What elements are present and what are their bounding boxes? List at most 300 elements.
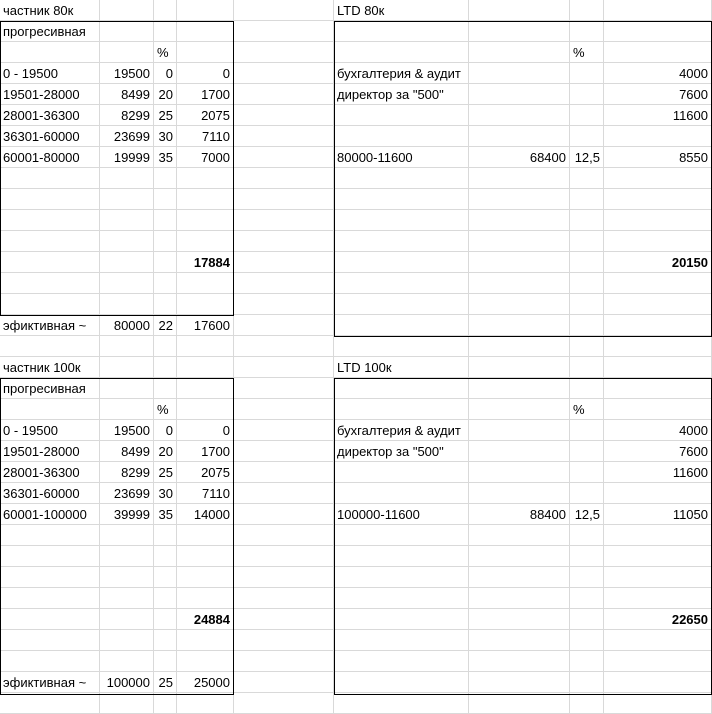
- grid-cell[interactable]: [154, 399, 177, 420]
- grid-cell[interactable]: [234, 42, 334, 63]
- grid-cell[interactable]: [334, 420, 469, 441]
- grid-cell[interactable]: [234, 105, 334, 126]
- grid-cell[interactable]: [469, 147, 570, 168]
- grid-cell[interactable]: [100, 105, 154, 126]
- grid-cell[interactable]: [469, 609, 570, 630]
- grid-cell[interactable]: [0, 21, 100, 42]
- grid-cell[interactable]: [604, 42, 712, 63]
- grid-cell[interactable]: [334, 567, 469, 588]
- grid-cell[interactable]: [154, 609, 177, 630]
- grid-cell[interactable]: [604, 252, 712, 273]
- grid-cell[interactable]: [469, 252, 570, 273]
- grid-cell[interactable]: [570, 273, 604, 294]
- grid-cell[interactable]: [0, 357, 100, 378]
- grid-cell[interactable]: [334, 672, 469, 693]
- grid-cell[interactable]: [604, 126, 712, 147]
- grid-cell[interactable]: [604, 420, 712, 441]
- grid-cell[interactable]: [177, 252, 234, 273]
- grid-cell[interactable]: [177, 357, 234, 378]
- grid-cell[interactable]: [570, 609, 604, 630]
- grid-cell[interactable]: [100, 609, 154, 630]
- grid-cell[interactable]: [469, 168, 570, 189]
- grid-cell[interactable]: [177, 420, 234, 441]
- grid-cell[interactable]: [570, 441, 604, 462]
- grid-cell[interactable]: [154, 525, 177, 546]
- grid-cell[interactable]: [334, 378, 469, 399]
- grid-cell[interactable]: [0, 105, 100, 126]
- grid-cell[interactable]: [469, 483, 570, 504]
- grid-cell[interactable]: [0, 504, 100, 525]
- grid-cell[interactable]: [177, 399, 234, 420]
- grid-cell[interactable]: [234, 210, 334, 231]
- grid-cell[interactable]: [604, 273, 712, 294]
- grid-cell[interactable]: [100, 294, 154, 315]
- grid-cell[interactable]: [469, 273, 570, 294]
- grid-cell[interactable]: [177, 231, 234, 252]
- grid-cell[interactable]: [177, 504, 234, 525]
- grid-cell[interactable]: [469, 231, 570, 252]
- grid-cell[interactable]: [570, 483, 604, 504]
- grid-cell[interactable]: [154, 672, 177, 693]
- grid-cell[interactable]: [0, 189, 100, 210]
- grid-cell[interactable]: [570, 462, 604, 483]
- grid-cell[interactable]: [334, 252, 469, 273]
- grid-cell[interactable]: [234, 168, 334, 189]
- grid-cell[interactable]: [604, 63, 712, 84]
- grid-cell[interactable]: [234, 483, 334, 504]
- grid-cell[interactable]: [334, 105, 469, 126]
- grid-cell[interactable]: [0, 609, 100, 630]
- grid-cell[interactable]: [334, 168, 469, 189]
- grid-cell[interactable]: [100, 147, 154, 168]
- grid-cell[interactable]: [334, 609, 469, 630]
- grid-cell[interactable]: [570, 147, 604, 168]
- grid-cell[interactable]: [100, 567, 154, 588]
- grid-cell[interactable]: [100, 210, 154, 231]
- grid-cell[interactable]: [154, 210, 177, 231]
- grid-cell[interactable]: [100, 273, 154, 294]
- grid-cell[interactable]: [334, 294, 469, 315]
- grid-cell[interactable]: [570, 378, 604, 399]
- grid-cell[interactable]: [154, 504, 177, 525]
- grid-cell[interactable]: [570, 651, 604, 672]
- grid-cell[interactable]: [604, 210, 712, 231]
- grid-cell[interactable]: [469, 399, 570, 420]
- grid-cell[interactable]: [334, 399, 469, 420]
- grid-cell[interactable]: [234, 315, 334, 336]
- grid-cell[interactable]: [604, 357, 712, 378]
- grid-cell[interactable]: [604, 504, 712, 525]
- grid-cell[interactable]: [177, 609, 234, 630]
- grid-cell[interactable]: [570, 126, 604, 147]
- grid-cell[interactable]: [570, 525, 604, 546]
- grid-cell[interactable]: [0, 273, 100, 294]
- grid-cell[interactable]: [469, 42, 570, 63]
- grid-cell[interactable]: [100, 504, 154, 525]
- grid-cell[interactable]: [570, 210, 604, 231]
- grid-cell[interactable]: [334, 210, 469, 231]
- grid-cell[interactable]: [469, 420, 570, 441]
- grid-cell[interactable]: [604, 693, 712, 714]
- grid-cell[interactable]: [100, 378, 154, 399]
- grid-cell[interactable]: [469, 441, 570, 462]
- grid-cell[interactable]: [334, 630, 469, 651]
- grid-cell[interactable]: [469, 126, 570, 147]
- grid-cell[interactable]: [234, 693, 334, 714]
- grid-cell[interactable]: [334, 0, 469, 21]
- grid-cell[interactable]: [154, 168, 177, 189]
- grid-cell[interactable]: [234, 84, 334, 105]
- grid-cell[interactable]: [0, 147, 100, 168]
- grid-cell[interactable]: [570, 189, 604, 210]
- grid-cell[interactable]: [604, 399, 712, 420]
- grid-cell[interactable]: [469, 210, 570, 231]
- grid-cell[interactable]: [177, 693, 234, 714]
- grid-cell[interactable]: [604, 84, 712, 105]
- grid-cell[interactable]: [177, 63, 234, 84]
- grid-cell[interactable]: [334, 462, 469, 483]
- grid-cell[interactable]: [177, 84, 234, 105]
- grid-cell[interactable]: [154, 21, 177, 42]
- grid-cell[interactable]: [100, 630, 154, 651]
- grid-cell[interactable]: [604, 231, 712, 252]
- grid-cell[interactable]: [469, 588, 570, 609]
- grid-cell[interactable]: [234, 441, 334, 462]
- grid-cell[interactable]: [570, 0, 604, 21]
- grid-cell[interactable]: [570, 567, 604, 588]
- grid-cell[interactable]: [100, 126, 154, 147]
- grid-cell[interactable]: [177, 168, 234, 189]
- grid-cell[interactable]: [604, 378, 712, 399]
- grid-cell[interactable]: [0, 693, 100, 714]
- grid-cell[interactable]: [177, 462, 234, 483]
- grid-cell[interactable]: [100, 168, 154, 189]
- grid-cell[interactable]: [0, 525, 100, 546]
- grid-cell[interactable]: [177, 147, 234, 168]
- grid-cell[interactable]: [604, 672, 712, 693]
- grid-cell[interactable]: [100, 231, 154, 252]
- grid-cell[interactable]: [0, 168, 100, 189]
- grid-cell[interactable]: [234, 588, 334, 609]
- grid-cell[interactable]: [604, 588, 712, 609]
- grid-cell[interactable]: [469, 63, 570, 84]
- grid-cell[interactable]: [154, 420, 177, 441]
- grid-cell[interactable]: [177, 294, 234, 315]
- grid-cell[interactable]: [0, 420, 100, 441]
- grid-cell[interactable]: [177, 0, 234, 21]
- grid-cell[interactable]: [177, 189, 234, 210]
- grid-cell[interactable]: [0, 588, 100, 609]
- grid-cell[interactable]: [100, 525, 154, 546]
- grid-cell[interactable]: [469, 462, 570, 483]
- grid-cell[interactable]: [334, 126, 469, 147]
- grid-cell[interactable]: [334, 231, 469, 252]
- grid-cell[interactable]: [469, 294, 570, 315]
- grid-cell[interactable]: [234, 252, 334, 273]
- grid-cell[interactable]: [469, 315, 570, 336]
- grid-cell[interactable]: [177, 546, 234, 567]
- grid-cell[interactable]: [0, 567, 100, 588]
- grid-cell[interactable]: [177, 588, 234, 609]
- grid-cell[interactable]: [570, 546, 604, 567]
- grid-cell[interactable]: [100, 21, 154, 42]
- grid-cell[interactable]: [334, 63, 469, 84]
- grid-cell[interactable]: [154, 294, 177, 315]
- grid-cell[interactable]: [234, 420, 334, 441]
- grid-cell[interactable]: [334, 315, 469, 336]
- grid-cell[interactable]: [154, 567, 177, 588]
- grid-cell[interactable]: [154, 378, 177, 399]
- grid-cell[interactable]: [570, 252, 604, 273]
- grid-cell[interactable]: [334, 273, 469, 294]
- grid-cell[interactable]: [154, 105, 177, 126]
- grid-cell[interactable]: [234, 336, 334, 357]
- grid-cell[interactable]: [234, 63, 334, 84]
- grid-cell[interactable]: [469, 357, 570, 378]
- grid-cell[interactable]: [154, 84, 177, 105]
- grid-cell[interactable]: [177, 378, 234, 399]
- grid-cell[interactable]: [570, 504, 604, 525]
- grid-cell[interactable]: [570, 168, 604, 189]
- grid-cell[interactable]: [154, 126, 177, 147]
- grid-cell[interactable]: [0, 315, 100, 336]
- grid-cell[interactable]: [334, 336, 469, 357]
- grid-cell[interactable]: [234, 126, 334, 147]
- grid-cell[interactable]: [604, 630, 712, 651]
- grid-cell[interactable]: [100, 336, 154, 357]
- grid-cell[interactable]: [154, 357, 177, 378]
- grid-cell[interactable]: [334, 441, 469, 462]
- grid-cell[interactable]: [100, 252, 154, 273]
- grid-cell[interactable]: [604, 315, 712, 336]
- grid-cell[interactable]: [570, 357, 604, 378]
- grid-cell[interactable]: [154, 441, 177, 462]
- grid-cell[interactable]: [0, 126, 100, 147]
- grid-cell[interactable]: [469, 189, 570, 210]
- grid-cell[interactable]: [570, 63, 604, 84]
- grid-cell[interactable]: [100, 546, 154, 567]
- grid-cell[interactable]: [154, 147, 177, 168]
- grid-cell[interactable]: [570, 693, 604, 714]
- grid-cell[interactable]: [234, 189, 334, 210]
- grid-cell[interactable]: [0, 294, 100, 315]
- grid-cell[interactable]: [469, 336, 570, 357]
- grid-cell[interactable]: [334, 189, 469, 210]
- grid-cell[interactable]: [234, 504, 334, 525]
- grid-cell[interactable]: [100, 399, 154, 420]
- grid-cell[interactable]: [0, 483, 100, 504]
- grid-cell[interactable]: [177, 210, 234, 231]
- grid-cell[interactable]: [100, 651, 154, 672]
- grid-cell[interactable]: [334, 21, 469, 42]
- grid-cell[interactable]: [334, 525, 469, 546]
- grid-cell[interactable]: [604, 609, 712, 630]
- grid-cell[interactable]: [234, 21, 334, 42]
- grid-cell[interactable]: [469, 105, 570, 126]
- grid-cell[interactable]: [570, 336, 604, 357]
- grid-cell[interactable]: [570, 84, 604, 105]
- grid-cell[interactable]: [334, 546, 469, 567]
- grid-cell[interactable]: [154, 546, 177, 567]
- grid-cell[interactable]: [604, 525, 712, 546]
- grid-cell[interactable]: [469, 504, 570, 525]
- grid-cell[interactable]: [177, 42, 234, 63]
- grid-cell[interactable]: [0, 651, 100, 672]
- grid-cell[interactable]: [154, 0, 177, 21]
- grid-cell[interactable]: [0, 399, 100, 420]
- grid-cell[interactable]: [177, 315, 234, 336]
- grid-cell[interactable]: [154, 693, 177, 714]
- grid-cell[interactable]: [100, 588, 154, 609]
- grid-cell[interactable]: [234, 273, 334, 294]
- grid-cell[interactable]: [234, 0, 334, 21]
- grid-cell[interactable]: [570, 399, 604, 420]
- grid-cell[interactable]: [234, 399, 334, 420]
- grid-cell[interactable]: [0, 336, 100, 357]
- grid-cell[interactable]: [334, 651, 469, 672]
- grid-cell[interactable]: [100, 441, 154, 462]
- grid-cell[interactable]: [469, 84, 570, 105]
- grid-cell[interactable]: [177, 567, 234, 588]
- grid-cell[interactable]: [570, 231, 604, 252]
- grid-cell[interactable]: [469, 630, 570, 651]
- grid-cell[interactable]: [234, 462, 334, 483]
- grid-cell[interactable]: [604, 336, 712, 357]
- grid-cell[interactable]: [234, 672, 334, 693]
- grid-cell[interactable]: [604, 105, 712, 126]
- grid-cell[interactable]: [0, 231, 100, 252]
- grid-cell[interactable]: [570, 588, 604, 609]
- grid-cell[interactable]: [604, 546, 712, 567]
- grid-cell[interactable]: [604, 0, 712, 21]
- grid-cell[interactable]: [0, 0, 100, 21]
- grid-cell[interactable]: [154, 483, 177, 504]
- grid-cell[interactable]: [570, 672, 604, 693]
- grid-cell[interactable]: [469, 546, 570, 567]
- grid-cell[interactable]: [0, 210, 100, 231]
- grid-cell[interactable]: [469, 0, 570, 21]
- grid-cell[interactable]: [154, 336, 177, 357]
- grid-cell[interactable]: [177, 336, 234, 357]
- grid-cell[interactable]: [234, 378, 334, 399]
- grid-cell[interactable]: [0, 84, 100, 105]
- grid-cell[interactable]: [154, 42, 177, 63]
- grid-cell[interactable]: [100, 42, 154, 63]
- grid-cell[interactable]: [604, 567, 712, 588]
- grid-cell[interactable]: [334, 504, 469, 525]
- grid-cell[interactable]: [570, 21, 604, 42]
- grid-cell[interactable]: [570, 315, 604, 336]
- grid-cell[interactable]: [334, 42, 469, 63]
- grid-cell[interactable]: [604, 189, 712, 210]
- grid-cell[interactable]: [469, 567, 570, 588]
- grid-cell[interactable]: [469, 693, 570, 714]
- grid-cell[interactable]: [469, 651, 570, 672]
- grid-cell[interactable]: [0, 630, 100, 651]
- grid-cell[interactable]: [334, 357, 469, 378]
- grid-cell[interactable]: [469, 378, 570, 399]
- grid-cell[interactable]: [177, 441, 234, 462]
- grid-cell[interactable]: [469, 525, 570, 546]
- grid-cell[interactable]: [0, 63, 100, 84]
- grid-cell[interactable]: [154, 189, 177, 210]
- grid-cell[interactable]: [334, 588, 469, 609]
- grid-cell[interactable]: [604, 462, 712, 483]
- grid-cell[interactable]: [334, 84, 469, 105]
- grid-cell[interactable]: [234, 357, 334, 378]
- grid-cell[interactable]: [177, 525, 234, 546]
- grid-cell[interactable]: [154, 315, 177, 336]
- grid-cell[interactable]: [604, 21, 712, 42]
- grid-cell[interactable]: [234, 294, 334, 315]
- grid-cell[interactable]: [100, 462, 154, 483]
- grid-cell[interactable]: [570, 630, 604, 651]
- grid-cell[interactable]: [234, 651, 334, 672]
- grid-cell[interactable]: [604, 294, 712, 315]
- grid-cell[interactable]: [100, 189, 154, 210]
- grid-cell[interactable]: [177, 651, 234, 672]
- grid-cell[interactable]: [570, 105, 604, 126]
- grid-cell[interactable]: [177, 273, 234, 294]
- grid-cell[interactable]: [0, 42, 100, 63]
- grid-cell[interactable]: [0, 546, 100, 567]
- grid-cell[interactable]: [334, 483, 469, 504]
- grid-cell[interactable]: [100, 420, 154, 441]
- grid-cell[interactable]: [154, 252, 177, 273]
- grid-cell[interactable]: [0, 672, 100, 693]
- grid-cell[interactable]: [154, 273, 177, 294]
- grid-cell[interactable]: [234, 546, 334, 567]
- grid-cell[interactable]: [234, 147, 334, 168]
- grid-cell[interactable]: [100, 357, 154, 378]
- grid-cell[interactable]: [100, 63, 154, 84]
- grid-cell[interactable]: [154, 231, 177, 252]
- grid-cell[interactable]: [154, 630, 177, 651]
- grid-cell[interactable]: [604, 483, 712, 504]
- grid-cell[interactable]: [234, 630, 334, 651]
- grid-cell[interactable]: [177, 483, 234, 504]
- grid-cell[interactable]: [177, 105, 234, 126]
- grid-cell[interactable]: [177, 672, 234, 693]
- grid-cell[interactable]: [154, 462, 177, 483]
- grid-cell[interactable]: [234, 609, 334, 630]
- grid-cell[interactable]: [100, 84, 154, 105]
- grid-cell[interactable]: [604, 147, 712, 168]
- grid-cell[interactable]: [177, 126, 234, 147]
- grid-cell[interactable]: [177, 630, 234, 651]
- grid-cell[interactable]: [154, 63, 177, 84]
- grid-cell[interactable]: [0, 462, 100, 483]
- grid-cell[interactable]: [0, 441, 100, 462]
- grid-cell[interactable]: [334, 147, 469, 168]
- grid-cell[interactable]: [570, 42, 604, 63]
- grid-cell[interactable]: [100, 693, 154, 714]
- grid-cell[interactable]: [469, 21, 570, 42]
- grid-cell[interactable]: [234, 567, 334, 588]
- grid-cell[interactable]: [570, 420, 604, 441]
- grid-cell[interactable]: [234, 525, 334, 546]
- grid-cell[interactable]: [570, 294, 604, 315]
- grid-cell[interactable]: [0, 378, 100, 399]
- grid-cell[interactable]: [154, 651, 177, 672]
- grid-cell[interactable]: [100, 0, 154, 21]
- grid-cell[interactable]: [334, 693, 469, 714]
- grid-cell[interactable]: [604, 651, 712, 672]
- grid-cell[interactable]: [177, 21, 234, 42]
- grid-cell[interactable]: [0, 252, 100, 273]
- grid-cell[interactable]: [100, 672, 154, 693]
- grid-cell[interactable]: [234, 231, 334, 252]
